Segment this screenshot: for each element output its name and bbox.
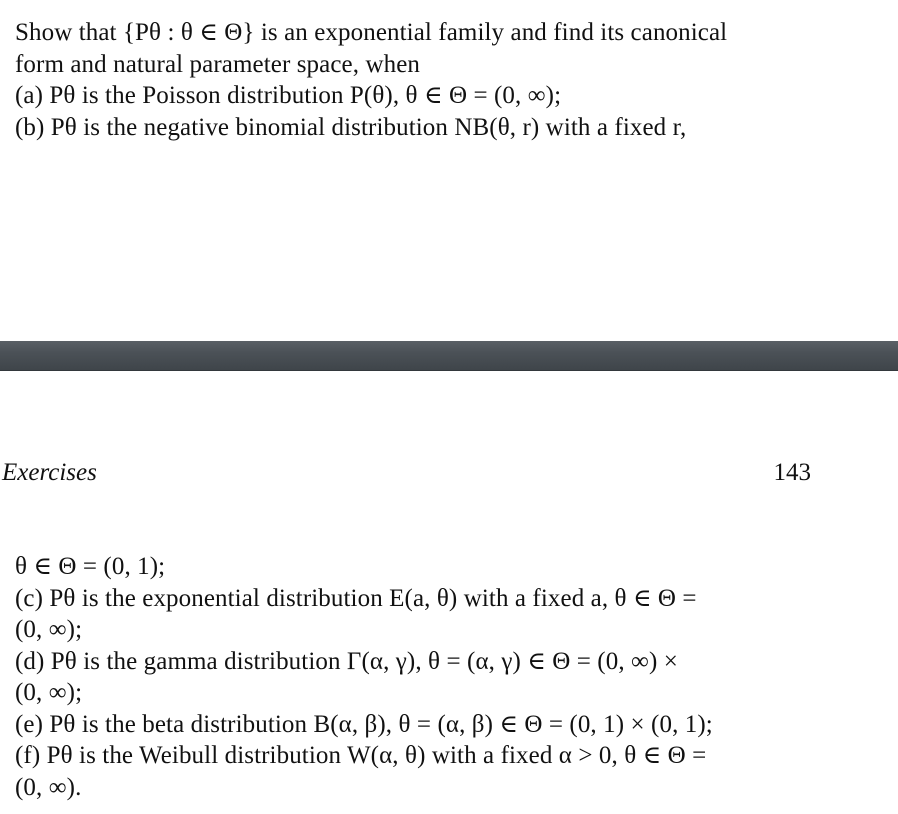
text-line: (0, ∞). [15,773,82,801]
page-break-bar [0,341,898,370]
text-line: (a) Pθ is the Poisson distribution P(θ), θ ∈ Θ = (0, ∞); [15,82,562,109]
text-line: form and natural parameter space, when [15,50,420,78]
text-line: (e) Pθ is the beta distribution B(α, β), θ = (α, β) ∈ Θ = (0, 1) × (0, 1); [15,710,713,738]
text-line: (f) Pθ is the Weibull distribution W(α, θ) with a fixed α > 0, θ ∈ Θ = [15,742,707,769]
text-line: (d) Pθ is the gamma distribution Γ(α, γ), θ = (α, γ) ∈ Θ = (0, ∞) × [15,647,678,675]
exercise-text-bottom [15,551,815,803]
text-line: θ ∈ Θ = (0, 1); [15,553,166,580]
running-title: Exercises [2,459,97,486]
text-line: (0, ∞); [15,616,83,643]
page-number: 143 [773,459,811,486]
text-line: (b) Pθ is the negative binomial distribution NB(θ, r) with a fixed r, [15,113,687,141]
text-line: (c) Pθ is the exponential distribution E(a, θ) with a fixed a, θ ∈ Θ = [15,584,697,612]
text-line: Show that {Pθ : θ ∈ Θ} is an exponential family and find its canonical [15,19,728,46]
exercise-text-top [15,17,815,143]
text-line: (0, ∞); [15,679,83,706]
